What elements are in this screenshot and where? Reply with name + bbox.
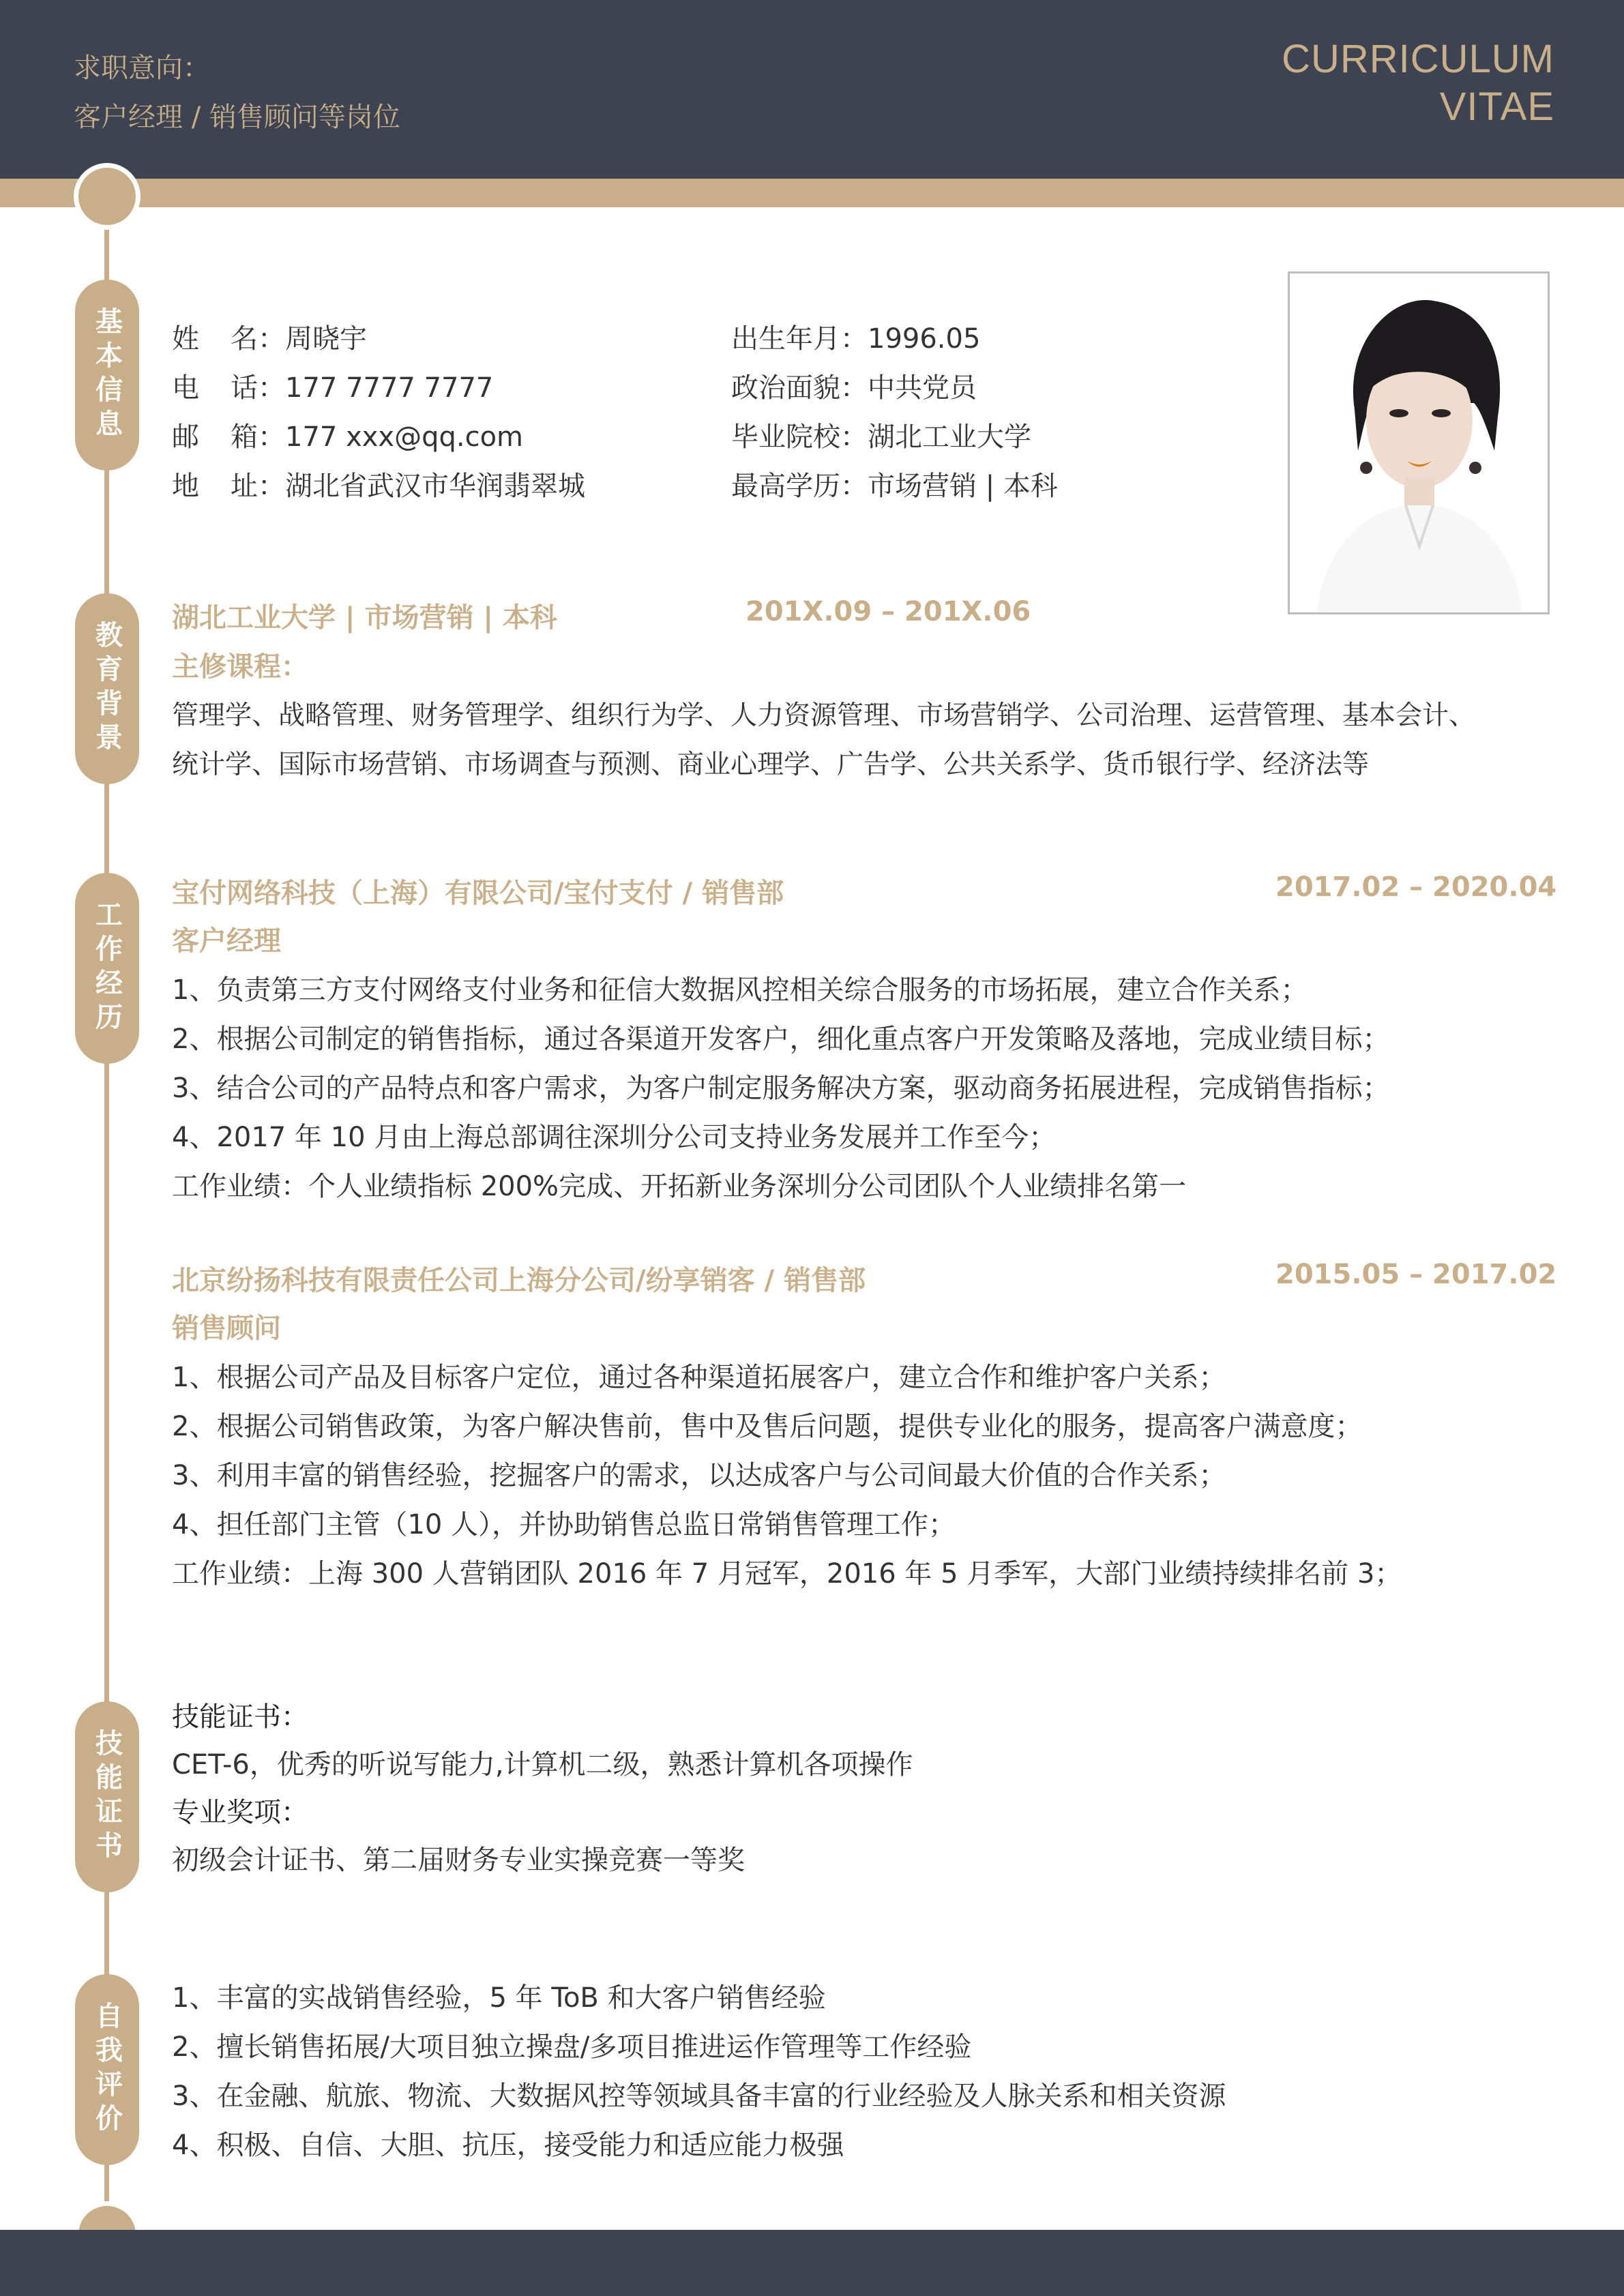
work1-item-3: 3、结合公司的产品特点和客户需求，为客户制定服务解决方案，驱动商务拓展进程，完成销售指标；	[172, 1073, 1390, 1104]
work1-achievement: 工作业绩：个人业绩指标 200%完成、开拓新业务深圳分公司团队个人业绩排名第一	[172, 1171, 1187, 1202]
header-bar	[0, 0, 1624, 179]
colon: ：	[258, 372, 285, 404]
work2-company: 北京纷扬科技有限责任公司上海分公司/纷享销客 / 销售部	[172, 1265, 866, 1296]
school-label: 毕业院校：	[731, 421, 868, 453]
phone-label-1: 电	[172, 372, 199, 404]
header-gold-band	[0, 179, 1624, 207]
section-skills: 技能证书	[75, 1701, 139, 1892]
work2-achievement: 工作业绩：上海 300 人营销团队 2016 年 7 月冠军，2016 年 5 月季军，大部门业绩持续排名前 3；	[172, 1558, 1402, 1590]
portrait-photo-icon	[1290, 273, 1548, 612]
self-eval-item-1: 1、丰富的实战销售经验，5 年 ToB 和大客户销售经验	[172, 1982, 826, 2014]
section-self-eval: 自我评价	[75, 1974, 139, 2165]
email-value: 177 xxx@qq.com	[285, 421, 524, 453]
cv-title-line2: VITAE	[1439, 85, 1554, 129]
self-eval-item-2: 2、擅长销售拓展/大项目独立操盘/多项目推进运作管理等工作经验	[172, 2031, 972, 2063]
work2-dates: 2015.05 – 2017.02	[1275, 1259, 1557, 1290]
work1-role: 客户经理	[172, 925, 281, 957]
info-school	[731, 415, 1031, 454]
section-basic-info: 基本信息	[75, 280, 139, 471]
name-value: 周晓宇	[285, 323, 367, 355]
school-value: 湖北工业大学	[868, 421, 1031, 453]
degree-label: 最高学历：	[731, 471, 868, 502]
work1-item-4: 4、2017 年 10 月由上海总部调往深圳分公司支持业务发展并工作至今；	[172, 1122, 1057, 1153]
work1-company: 宝付网络科技（上海）有限公司/宝付支付 / 销售部	[172, 878, 784, 909]
cv-title-line1: CURRICULUM	[1282, 37, 1554, 81]
section-education: 教育背景	[75, 593, 139, 784]
skills-cert-label: 技能证书：	[172, 1701, 308, 1733]
education-courses-line1: 管理学、战略管理、财务管理学、组织行为学、人力资源管理、市场营销学、公司治理、运营管理、基本会计、	[172, 700, 1476, 731]
cv-title	[1282, 35, 1554, 131]
colon: ：	[258, 421, 285, 453]
work2-item-1: 1、根据公司产品及目标客户定位，通过各种渠道拓展客户，建立合作和维护客户关系；	[172, 1362, 1226, 1393]
phone-value: 177 7777 7777	[285, 372, 494, 404]
self-eval-item-4: 4、积极、自信、大胆、抗压，接受能力和适应能力极强	[172, 2130, 844, 2161]
name-label-2: 名	[231, 323, 258, 355]
name-label-1: 姓	[172, 323, 199, 355]
self-eval-item-3: 3、在金融、航旅、物流、大数据风控等领域具备丰富的行业经验及人脉关系和相关资源	[172, 2081, 1226, 2112]
degree-value: 市场营销 | 本科	[868, 471, 1058, 502]
address-label-1: 地	[172, 471, 199, 502]
work1-dates: 2017.02 – 2020.04	[1275, 871, 1557, 903]
birth-value: 1996.05	[868, 323, 981, 355]
birth-label: 出生年月：	[731, 323, 868, 355]
info-name	[172, 317, 367, 356]
info-phone	[172, 366, 493, 405]
phone-label-2: 话	[231, 372, 258, 404]
address-value: 湖北省武汉市华润翡翠城	[285, 471, 585, 502]
work2-role: 销售顾问	[172, 1313, 281, 1344]
footer-bar	[0, 2230, 1624, 2296]
job-intent-label: 求职意向：	[74, 53, 210, 84]
section-work: 工作经历	[75, 873, 139, 1064]
work1-item-2: 2、根据公司制定的销售指标，通过各渠道开发客户，细化重点客户开发策略及落地，完成业绩目标；	[172, 1024, 1390, 1055]
job-intent-value: 客户经理 / 销售顾问等岗位	[74, 102, 400, 133]
work2-item-2: 2、根据公司销售政策，为客户解决售前，售中及售后问题，提供专业化的服务，提高客户满意度；	[172, 1411, 1363, 1442]
education-courses-line2: 统计学、国际市场营销、市场调查与预测、商业心理学、广告学、公共关系学、货币银行学、经济法等	[172, 749, 1370, 780]
info-degree	[731, 464, 1058, 503]
political-label: 政治面貌：	[731, 372, 868, 404]
education-courses-label: 主修课程：	[172, 651, 308, 683]
info-birth	[731, 317, 980, 356]
timeline-top-node	[74, 163, 141, 230]
education-dates: 201X.09 – 201X.06	[745, 596, 1031, 627]
info-email	[172, 415, 523, 454]
work2-item-4: 4、担任部门主管（10 人），并协助销售总监日常销售管理工作；	[172, 1509, 956, 1540]
timeline-line	[104, 194, 109, 2233]
colon: ：	[258, 471, 285, 502]
skills-cert-value: CET-6，优秀的听说写能力,计算机二级，熟悉计算机各项操作	[172, 1749, 913, 1780]
work2-item-3: 3、利用丰富的销售经验，挖掘客户的需求，以达成客户与公司间最大价值的合作关系；	[172, 1460, 1226, 1491]
political-value: 中共党员	[868, 372, 977, 404]
colon: ：	[258, 323, 285, 355]
skills-award-label: 专业奖项：	[172, 1797, 308, 1828]
email-label-2: 箱	[231, 421, 258, 453]
portrait-photo	[1288, 271, 1550, 614]
education-title: 湖北工业大学 | 市场营销 | 本科	[172, 602, 557, 633]
work1-item-1: 1、负责第三方支付网络支付业务和征信大数据风控相关综合服务的市场拓展，建立合作关系；	[172, 974, 1308, 1006]
info-political	[731, 366, 977, 405]
skills-award-value: 初级会计证书、第二届财务专业实操竞赛一等奖	[172, 1845, 745, 1876]
address-label-2: 址	[231, 471, 258, 502]
info-address	[172, 464, 585, 503]
email-label-1: 邮	[172, 421, 199, 453]
